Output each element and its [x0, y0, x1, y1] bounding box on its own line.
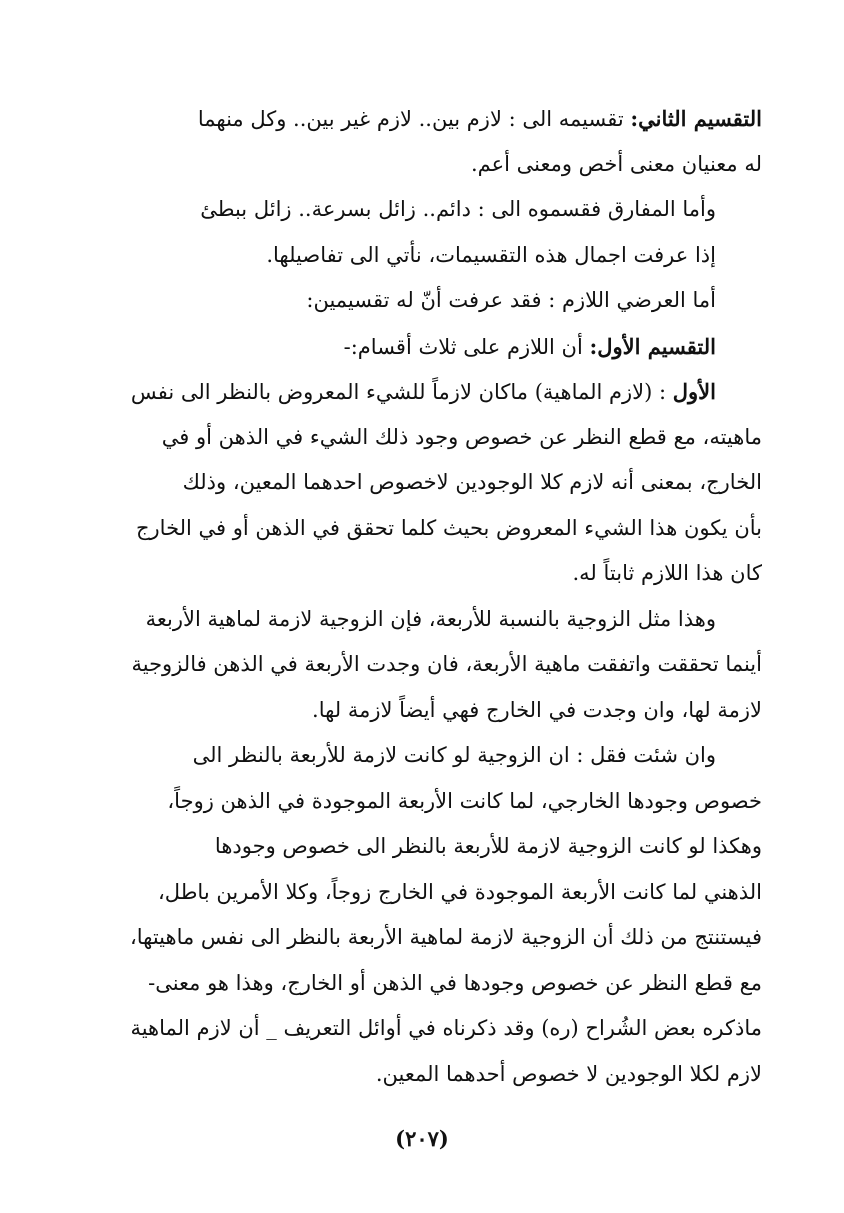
text-line: أما العرضي اللازم : فقد عرفت أنّ له تقسيمين:	[306, 288, 716, 312]
text-line: التقسيم الثاني: تقسيمه الى : لازم بين.. لازم غير بين.. وكل منهما	[197, 106, 762, 131]
text-line: بأن يكون هذا الشيء المعروض بحيث كلما تحقق في الذهن أو في الخارج	[135, 515, 762, 540]
section-heading: التقسيم الأول:	[589, 333, 716, 359]
text-line: وأما المفارق فقسموه الى : دائم.. زائل بسرعة.. زائل ببطئ	[200, 197, 716, 221]
text-line: أينما تحققت واتفقت ماهية الأربعة، فان وجدت الأربعة في الذهن فالزوجية	[131, 652, 762, 676]
text-line: الأول : (لازم الماهية) ماكان لازماً للشيء المعروض بالنظر الى نفس	[130, 379, 716, 404]
text-line: لازمة لها، وان وجدت في الخارج فهي أيضاً لازمة لها.	[312, 697, 762, 722]
text-line: إذا عرفت اجمال هذه التقسيمات، نأتي الى تفاصيلها.	[266, 242, 716, 267]
body-text	[82, 96, 762, 1097]
page-number: (٢٠٧)	[395, 1126, 449, 1151]
text-line: لازم لكلا الوجودين لا خصوص أحدهما المعين.	[375, 1061, 762, 1086]
text-line: فيستنتج من ذلك أن الزوجية لازمة لماهية الأربعة بالنظر الى نفس ماهيتها،	[129, 925, 762, 949]
text-line: كان هذا اللازم ثابتاً له.	[572, 561, 762, 585]
section-heading: الأول	[672, 379, 716, 404]
text-line: وان شئت فقل : ان الزوجية لو كانت لازمة للأربعة بالنظر الى	[192, 743, 716, 767]
text-line: الذهني لما كانت الأربعة الموجودة في الخارج زوجاً، وكلا الأمرين باطل،	[158, 879, 762, 904]
section-heading: التقسيم الثاني:	[630, 106, 762, 131]
text-line: ماهيته، مع قطع النظر عن خصوص وجود ذلك الشيء في الذهن أو في	[161, 424, 762, 449]
text-line: وهكذا لو كانت الزوجية لازمة للأربعة بالنظر الى خصوص وجودها	[214, 834, 762, 858]
text-line: ماذكره بعض الشُراح (ره) وقد ذكرناه في أوائل التعريف _ أن لازم الماهية	[130, 1016, 762, 1040]
text-line: الخارج، بمعنى أنه لازم كلا الوجودين لاخصوص احدهما المعين، وذلك	[182, 470, 762, 494]
text-line: وهذا مثل الزوجية بالنسبة للأربعة، فإن الزوجية لازمة لماهية الأربعة	[145, 606, 716, 631]
text-line: التقسيم الأول: أن اللازم على ثلاث أقسام:-	[343, 333, 716, 359]
text-line: له معنيان معنى أخص ومعنى أعم.	[470, 151, 762, 176]
text-line: مع قطع النظر عن خصوص وجودها في الذهن أو الخارج، وهذا هو معنى-	[148, 970, 762, 995]
text-line: خصوص وجودها الخارجي، لما كانت الأربعة الموجودة في الذهن زوجاً،	[167, 788, 762, 813]
